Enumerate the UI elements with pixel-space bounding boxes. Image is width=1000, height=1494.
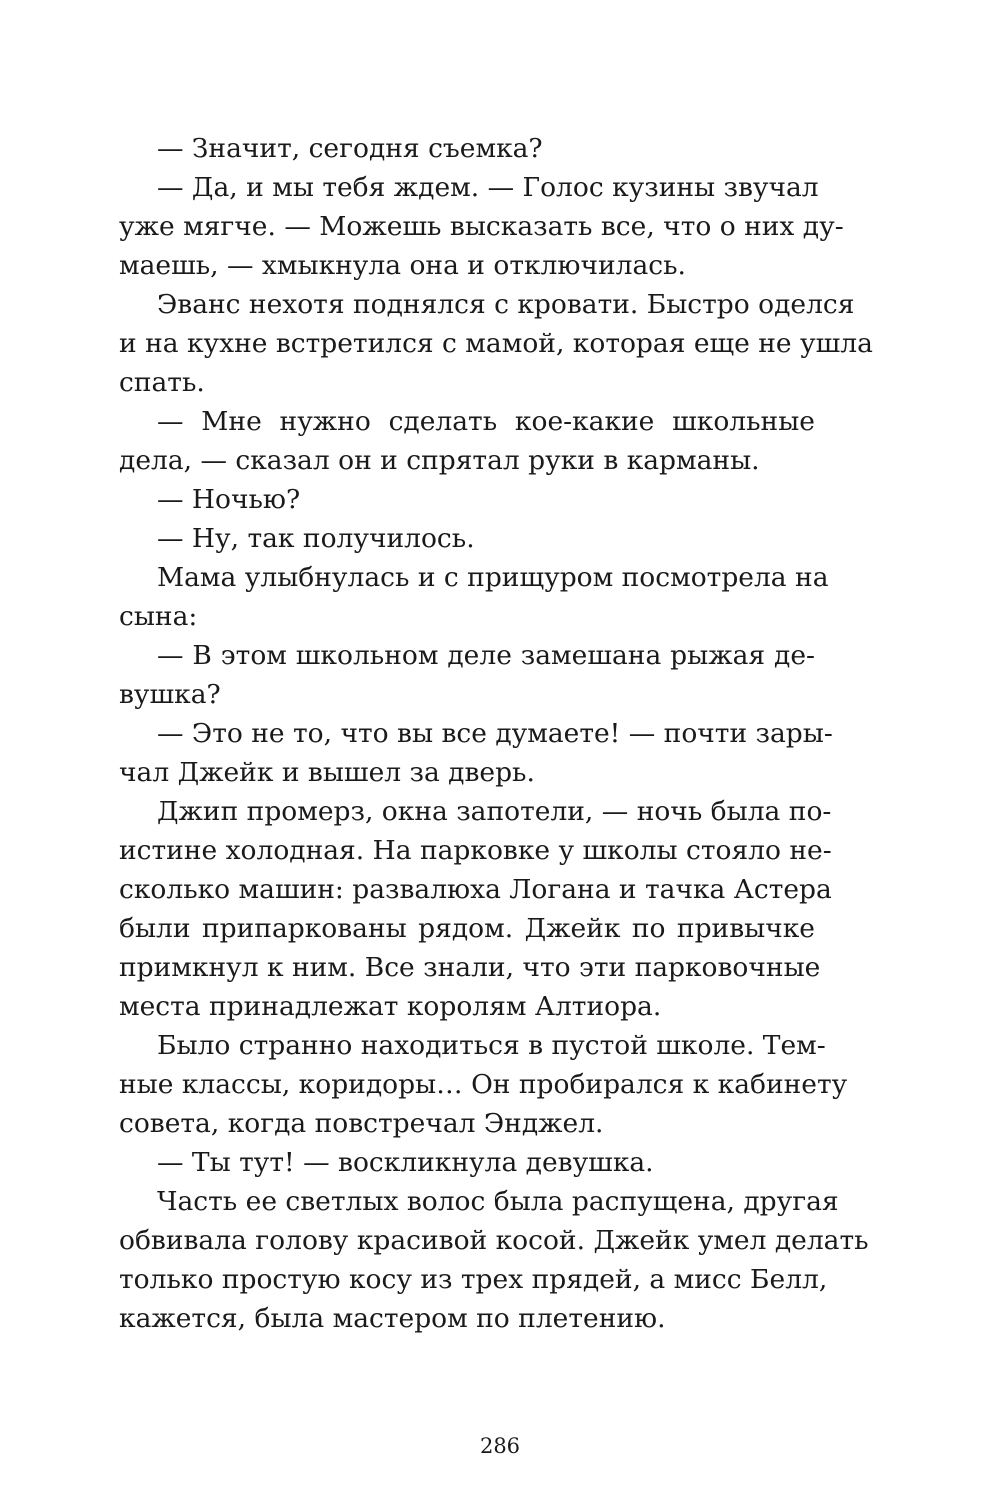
text-line: Было странно находиться в пустой школе. Тем- xyxy=(157,1030,826,1061)
text-line: Эванс нехотя поднялся с кровати. Быстро оделся xyxy=(157,289,855,320)
text-line: сына: xyxy=(119,601,198,632)
book-page-text xyxy=(119,129,873,1338)
text-line: вушка? xyxy=(119,679,221,710)
text-line: места принадлежат королям Алтиора. xyxy=(119,991,662,1022)
text-line: и на кухне встретился с мамой, которая еще не ушла xyxy=(119,328,873,359)
page-number: 286 xyxy=(479,1434,521,1458)
text-line: Часть ее светлых волос была распущена, другая xyxy=(157,1186,839,1217)
text-line: уже мягче. — Можешь высказать все, что о них ду- xyxy=(119,211,844,242)
text-line: маешь, — хмыкнула она и отключилась. xyxy=(119,250,686,281)
text-line: были припаркованы рядом. Джейк по привычке xyxy=(119,913,815,944)
text-line: — Мне нужно сделать кое-какие школьные xyxy=(157,406,815,437)
text-line: чал Джейк и вышел за дверь. xyxy=(119,757,535,788)
text-line: кажется, была мастером по плетению. xyxy=(119,1303,666,1334)
text-line: — В этом школьном деле замешана рыжая де- xyxy=(157,640,815,671)
text-line: — Ну, так получилось. xyxy=(157,523,475,554)
text-line: — Да, и мы тебя ждем. — Голос кузины звучал xyxy=(157,172,819,203)
text-line: только простую косу из трех прядей, а мисс Белл, xyxy=(119,1264,828,1295)
text-line: обвивала голову красивой косой. Джейк умел делать xyxy=(119,1225,869,1256)
text-line: совета, когда повстречал Энджел. xyxy=(119,1108,604,1139)
text-line: ные классы, коридоры… Он пробирался к кабинету xyxy=(119,1069,848,1100)
text-line: сколько машин: развалюха Логана и тачка Астера xyxy=(119,874,832,905)
text-line: — Ты тут! — воскликнула девушка. xyxy=(157,1147,654,1178)
text-line: Мама улыбнулась и с прищуром посмотрела на xyxy=(157,562,829,593)
text-line: спать. xyxy=(119,367,205,398)
text-line: примкнул к ним. Все знали, что эти парковочные xyxy=(119,952,821,983)
text-line: — Значит, сегодня съемка? xyxy=(157,133,543,164)
text-line: Джип промерз, окна запотели, — ночь была по- xyxy=(157,796,832,827)
text-line: истине холодная. На парковке у школы стояло не- xyxy=(119,835,832,866)
text-line: — Это не то, что вы все думаете! — почти зары- xyxy=(157,718,833,749)
text-line: дела, — сказал он и спрятал руки в карманы. xyxy=(119,445,760,476)
text-line: — Ночью? xyxy=(157,484,301,515)
